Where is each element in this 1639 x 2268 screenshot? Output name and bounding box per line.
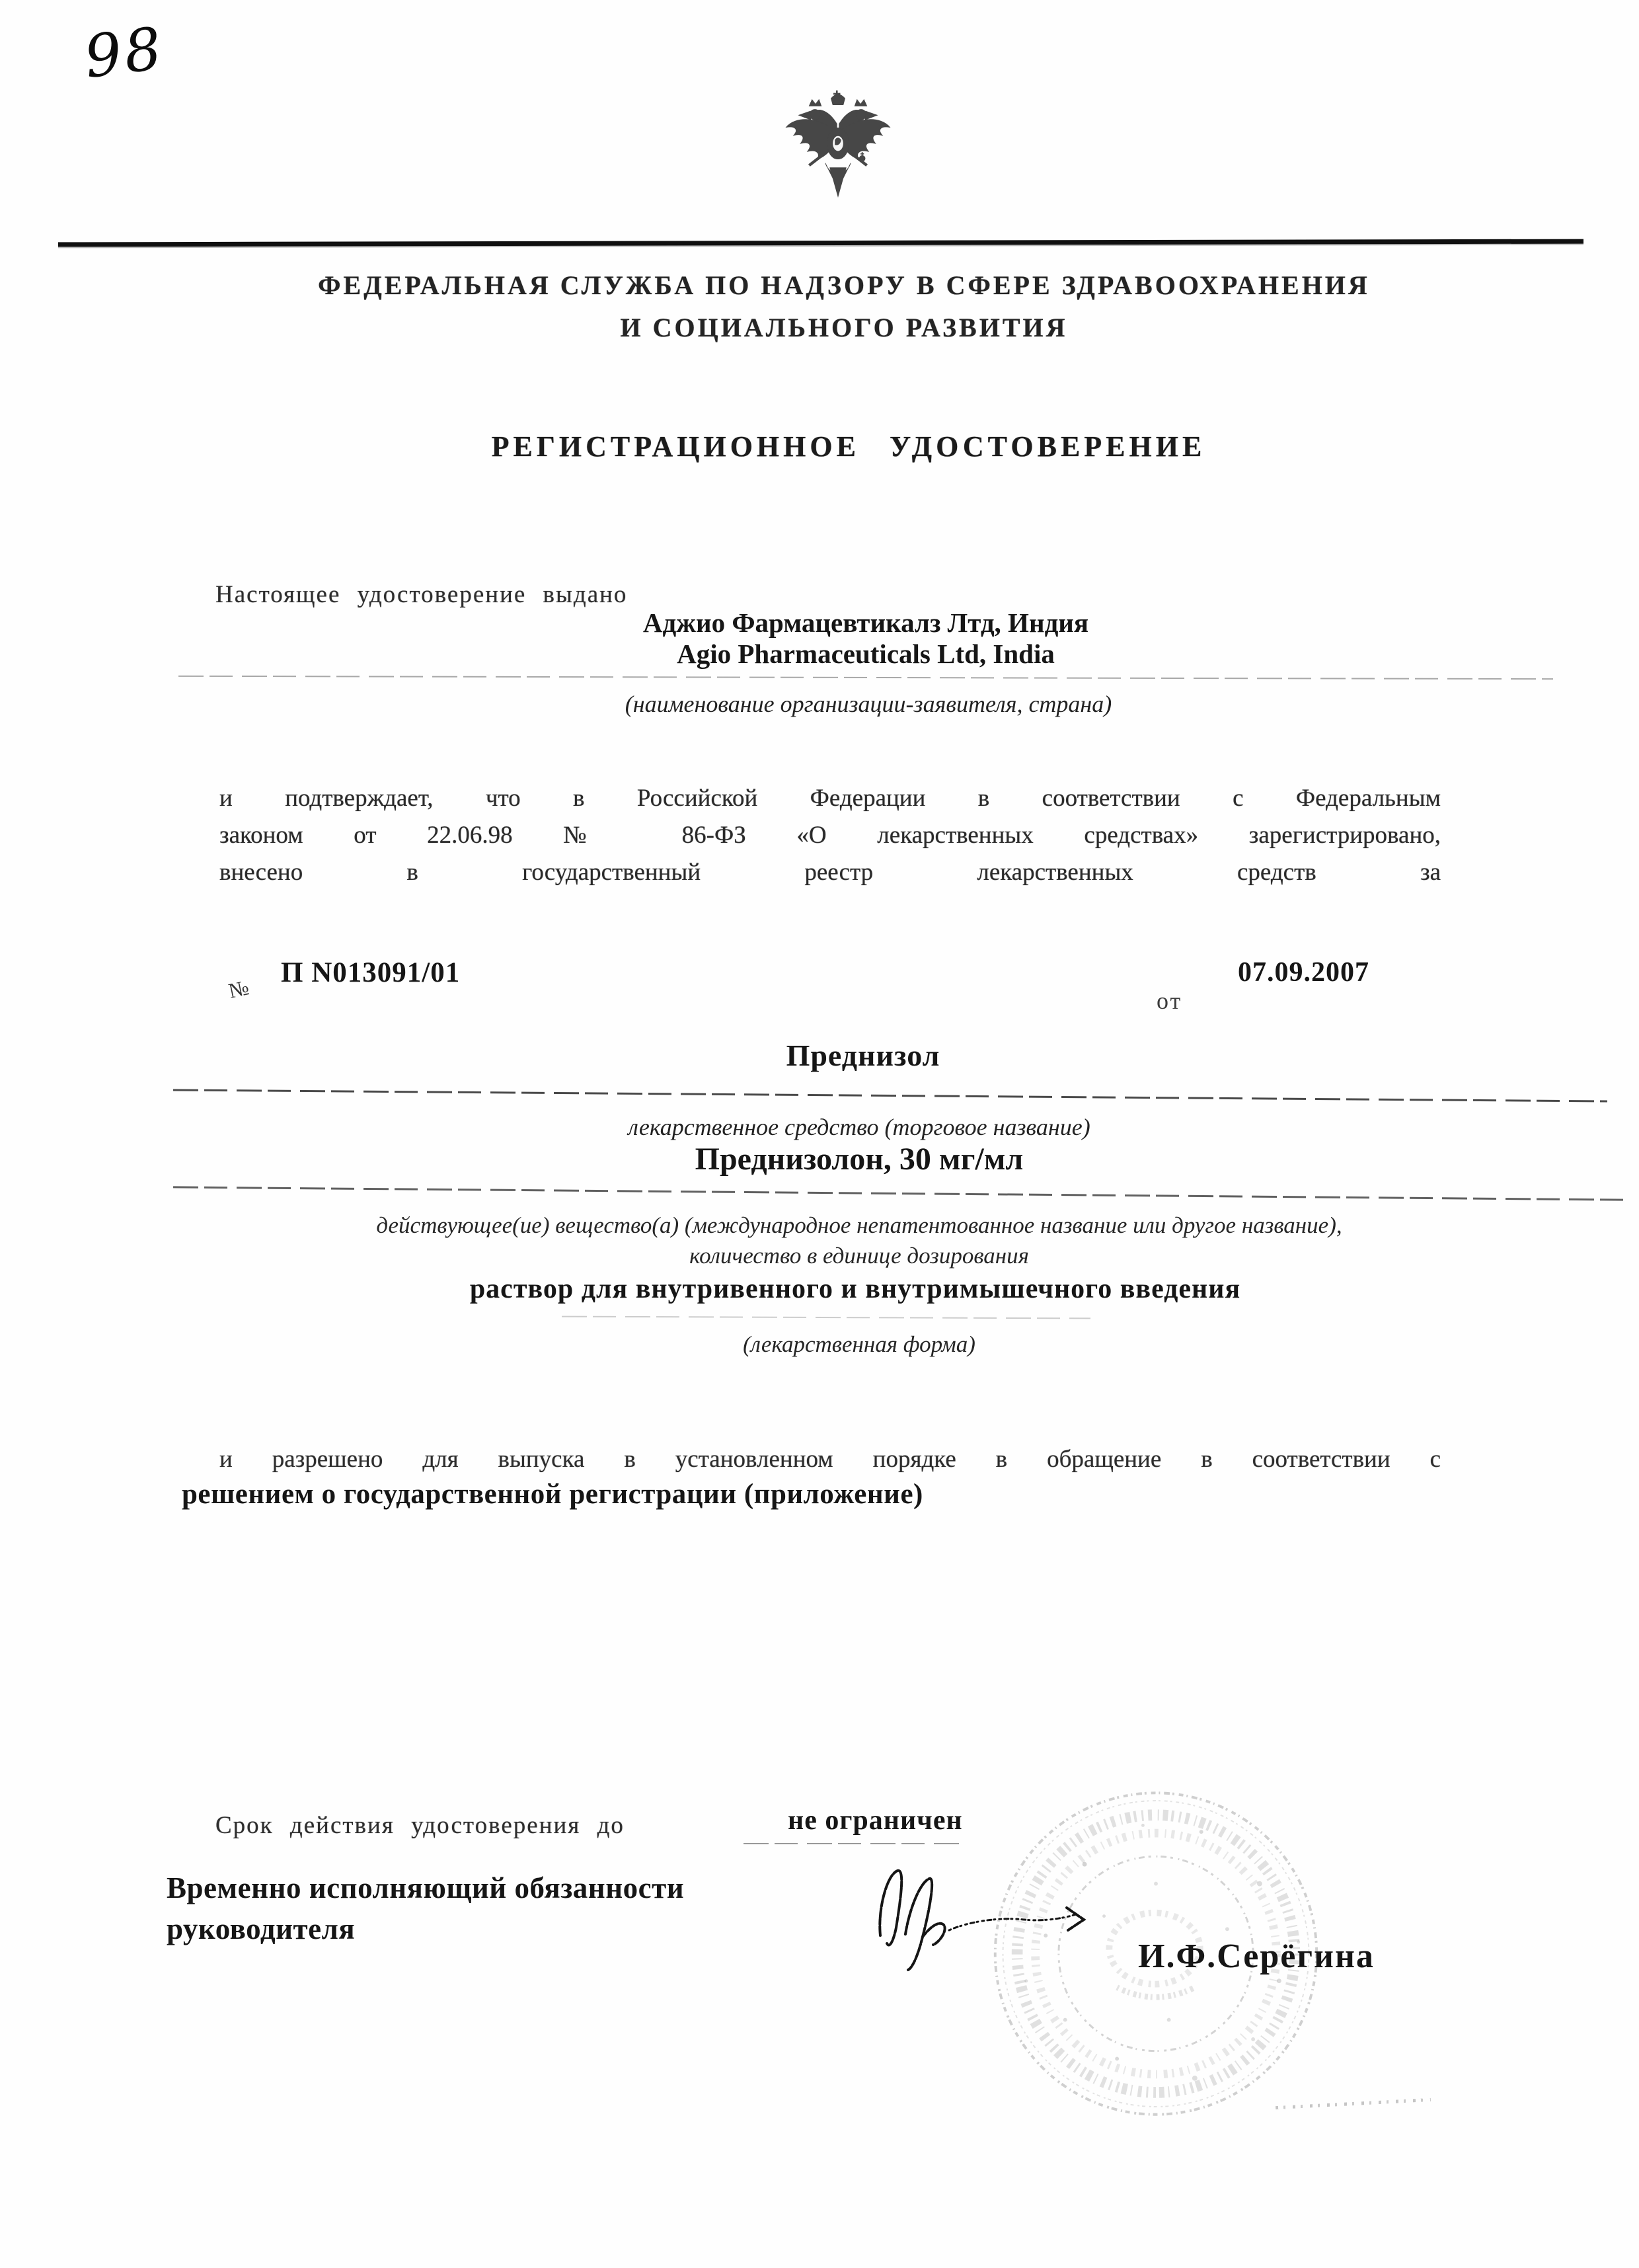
signatory-name: И.Ф.Серёгина <box>1138 1937 1375 1975</box>
registration-date: 07.09.2007 <box>1238 957 1369 988</box>
substance-caption-line2: количество в единице дозирования <box>689 1243 1029 1269</box>
ruled-line <box>173 1186 1624 1200</box>
agency-name-line1: ФЕДЕРАЛЬНАЯ СЛУЖБА ПО НАДЗОРУ В СФЕРЕ ЗДРАВООХРАНЕНИЯ <box>318 270 1370 300</box>
issued-to-label: Настоящее удостоверение выдано <box>215 581 628 608</box>
confirmation-line2: законом от 22.06.98 № 86-ФЗ «О лекарственных средствах» зарегистрировано, <box>219 822 1441 849</box>
signatory-title-line1: Временно исполняющий обязанности <box>167 1871 685 1904</box>
confirmation-line3: внесено в государственный реестр лекарственных средств за <box>219 859 1441 886</box>
holder-name-russian: Аджио Фармацевтикалз Лтд, Индия <box>642 607 1089 638</box>
trade-name: Преднизол <box>786 1038 940 1072</box>
holder-caption: (наименование организации-заявителя, страна) <box>625 691 1112 717</box>
dosage-form: раствор для внутривенного и внутримышечного введения <box>469 1274 1241 1304</box>
dosage-form-caption: (лекарственная форма) <box>743 1331 975 1357</box>
agency-name-line2: И СОЦИАЛЬНОГО РАЗВИТИЯ <box>620 313 1068 342</box>
holder-name-english: Agio Pharmaceuticals Ltd, India <box>677 639 1055 669</box>
signatory-title-line2: руководителя <box>167 1912 356 1945</box>
document-title: РЕГИСТРАЦИОННОЕ УДОСТОВЕРЕНИЕ <box>491 430 1206 463</box>
faint-ruled-line <box>562 1316 1090 1319</box>
release-clause-line2: решением о государственной регистрации (приложение) <box>182 1479 923 1510</box>
confirmation-line1: и подтверждает, что в Российской Федерации в соответствии с Федеральным <box>219 785 1441 812</box>
handwritten-page-number: 98 <box>81 14 168 91</box>
substance-caption-line1: действующее(ие) вещество(а) (международное непатентованное название или другое название), <box>376 1212 1342 1238</box>
ruled-line <box>173 1089 1607 1102</box>
header-rule <box>58 239 1583 247</box>
active-substance: Преднизолон, 30 мг/мл <box>695 1142 1024 1177</box>
trade-name-caption: лекарственное средство (торговое название) <box>628 1114 1090 1140</box>
registration-number: П N013091/01 <box>281 957 461 988</box>
release-clause-line1: и разрешено для выпуска в установленном порядке в обращение в соответствии с <box>219 1446 1441 1473</box>
faint-ruled-line <box>178 676 1553 680</box>
validity-value: не ограничен <box>788 1805 963 1836</box>
number-sign: № <box>226 975 251 1003</box>
date-preposition: от <box>1157 988 1183 1014</box>
russia-coat-of-arms-icon <box>775 88 901 217</box>
validity-label: Срок действия удостоверения до <box>215 1812 625 1839</box>
handwritten-signature-icon <box>871 1856 1116 1988</box>
dashed-underline <box>743 1843 963 1844</box>
